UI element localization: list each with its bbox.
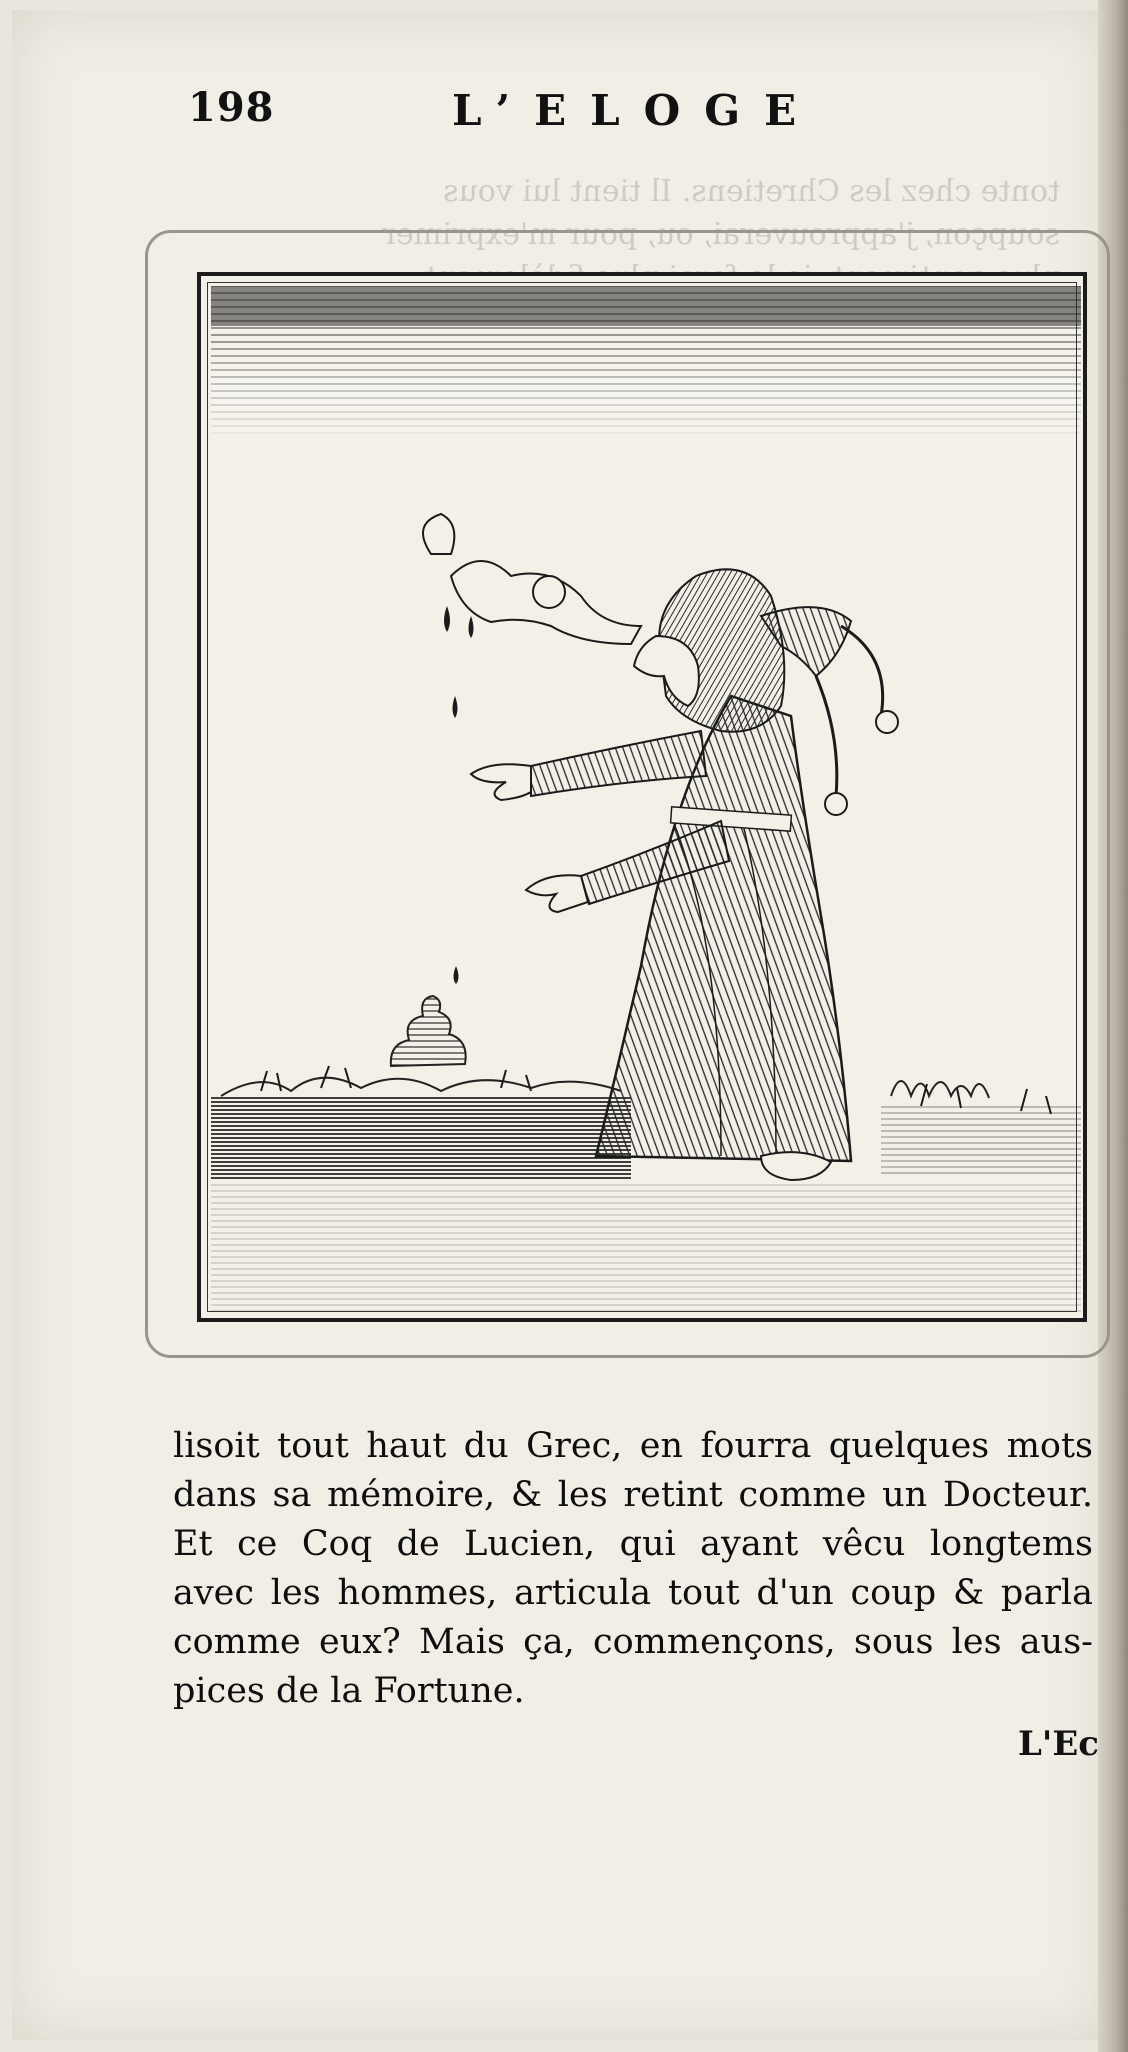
running-title: L’ELOGE <box>452 86 821 135</box>
catchword: L'Ec <box>1018 1724 1099 1764</box>
body-text <box>173 1422 1093 1716</box>
body-line: pices de la Fortune. <box>173 1671 525 1711</box>
body-line: lisoit tout haut du Grec, en fourra quelques mots <box>173 1426 1093 1466</box>
show-through-text: tonte chez les Chretiens. Il tient lui vous soupçon, j'approuverai, ou, pour m'exprimer <box>381 174 1060 252</box>
engraving-illustration <box>197 272 1087 1322</box>
body-line: Et ce Coq de Lucien, qui ayant vêcu longtems <box>173 1524 1093 1564</box>
page-header <box>0 78 1128 148</box>
body-line: avec les hommes, articula tout d'un coup & parla <box>173 1573 1093 1613</box>
page-number: 198 <box>188 84 275 131</box>
body-line: dans sa mémoire, & les retint comme un Docteur. <box>173 1475 1093 1515</box>
body-line: comme eux? Mais ça, commençons, sous les aus- <box>173 1622 1093 1662</box>
engraving-artwork <box>201 276 1087 1322</box>
